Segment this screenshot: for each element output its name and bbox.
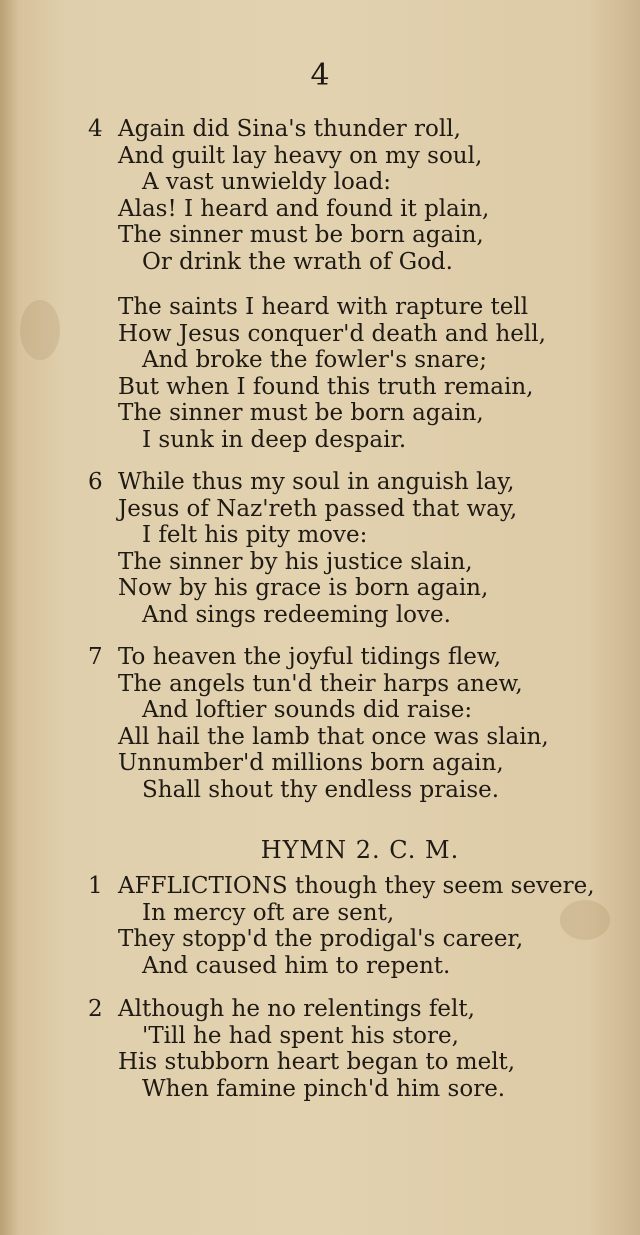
line-text: The sinner must be born again, xyxy=(118,400,484,426)
line-text: In mercy oft are sent, xyxy=(142,899,395,926)
stanza-line xyxy=(88,900,628,927)
line-text: And guilt lay heavy on my soul, xyxy=(118,142,483,169)
stanza-line xyxy=(88,1023,628,1050)
stanza-line xyxy=(88,996,628,1023)
line-text: Although he no relentings felt, xyxy=(118,996,475,1022)
line-text: The sinner must be born again, xyxy=(118,222,484,248)
stanza xyxy=(88,469,628,628)
stanza-line xyxy=(88,427,628,454)
stanza-line xyxy=(88,169,628,196)
hymn-heading: HYMN 2. C. M. xyxy=(260,836,460,864)
stanza-line xyxy=(88,321,628,348)
line-text: Unnumber'd millions born again, xyxy=(118,750,504,776)
line-text: And loftier sounds did raise: xyxy=(142,697,473,723)
line-text: All hail the lamb that once was slain, xyxy=(118,723,549,750)
stanza-line xyxy=(88,602,628,629)
line-text: I sunk in deep despair. xyxy=(142,426,407,453)
stanza-line xyxy=(88,1049,628,1076)
stanza-line xyxy=(88,143,628,170)
line-text: The sinner by his justice slain, xyxy=(118,548,473,575)
line-text: Or drink the wrath of God. xyxy=(142,248,453,275)
stanza xyxy=(88,116,628,275)
stanza-line xyxy=(88,873,628,900)
stanza-line xyxy=(88,575,628,602)
stanza-line xyxy=(88,777,628,804)
stanza-line xyxy=(88,469,628,496)
stanza xyxy=(88,996,628,1102)
stanza-line xyxy=(88,953,628,980)
stanza-line xyxy=(88,697,628,724)
paper-stain xyxy=(20,300,60,360)
stanza-line xyxy=(88,400,628,427)
stanza-line xyxy=(88,522,628,549)
stanza-line xyxy=(88,347,628,374)
stanza-line xyxy=(88,249,628,276)
stanza-line xyxy=(88,374,628,401)
line-text: And caused him to repent. xyxy=(142,952,451,979)
stanza-line xyxy=(88,294,628,321)
page-number: 4 xyxy=(310,58,330,93)
stanza-line xyxy=(88,724,628,751)
line-text: And broke the fowler's snare; xyxy=(142,347,487,373)
stanza-line xyxy=(88,196,628,223)
line-text: While thus my soul in anguish lay, xyxy=(118,469,515,495)
line-text: His stubborn heart began to melt, xyxy=(118,1049,516,1075)
line-text: 'Till he had spent his store, xyxy=(142,1022,459,1049)
stanza-number: 1 xyxy=(88,873,103,899)
stanza-line xyxy=(88,116,628,143)
line-text: The angels tun'd their harps anew, xyxy=(118,670,523,697)
line-text: The saints I heard with rapture tell xyxy=(118,294,529,320)
line-text: Jesus of Naz'reth passed that way, xyxy=(118,495,518,522)
line-text: I felt his pity move: xyxy=(142,522,368,548)
line-text: To heaven the joyful tidings flew, xyxy=(118,644,502,670)
stanza xyxy=(88,644,628,803)
stanza xyxy=(88,294,628,453)
stanza-line xyxy=(88,750,628,777)
line-text: Again did Sina's thunder roll, xyxy=(118,116,461,142)
line-text: Now by his grace is born again, xyxy=(118,575,489,601)
line-text: Alas! I heard and found it plain, xyxy=(118,195,490,222)
stanza-line xyxy=(88,549,628,576)
stanza-number: 7 xyxy=(88,644,103,670)
line-text: A vast unwieldy load: xyxy=(142,169,392,195)
stanza-line xyxy=(88,926,628,953)
stanza-line xyxy=(88,644,628,671)
line-text: AFFLICTIONS though they seem severe, xyxy=(118,873,595,899)
stanza-line xyxy=(88,1076,628,1103)
stanza-line xyxy=(88,496,628,523)
line-text: How Jesus conquer'd death and hell, xyxy=(118,320,546,347)
line-text: But when I found this truth remain, xyxy=(118,373,534,400)
line-text: And sings redeeming love. xyxy=(142,601,451,628)
stanza-number: 2 xyxy=(88,996,103,1022)
line-text: Shall shout thy endless praise. xyxy=(142,776,500,803)
stanza xyxy=(88,873,628,979)
line-text: When famine pinch'd him sore. xyxy=(142,1075,506,1102)
stanza-number: 4 xyxy=(88,116,103,142)
stanza-number: 6 xyxy=(88,469,103,495)
line-text: They stopp'd the prodigal's career, xyxy=(118,926,524,952)
stanza-line xyxy=(88,222,628,249)
stanza-line xyxy=(88,671,628,698)
